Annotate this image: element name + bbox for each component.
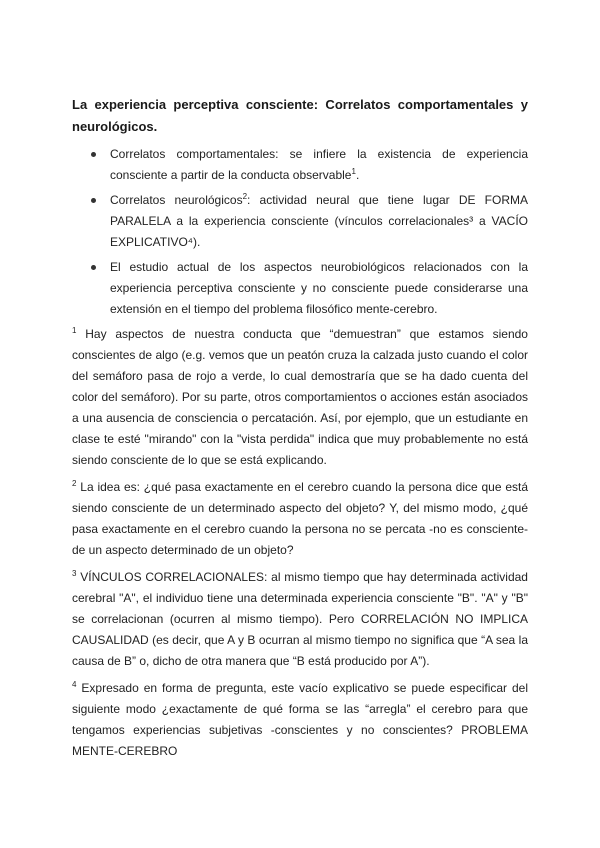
bullet-text: El estudio actual de los aspectos neurobiológicos relacionados con la experiencia perceptiva consciente y no consciente puede considerarse una extensión en el tiempo del problema filosófico mente-cerebro. xyxy=(110,260,528,316)
footnote-2 xyxy=(72,477,528,561)
bullet-item-current-study xyxy=(110,257,528,320)
footnote-mark: 4 xyxy=(72,680,77,689)
footnote-text: Expresado en forma de pregunta, este vacío explicativo se puede especificar del siguiente modo ¿exactamente de qué forma se las “arregla” el cerebro para que tengamos experiencias subjetivas -conscientes y no conscientes? PROBLEMA MENTE-CEREBRO xyxy=(72,681,528,758)
bullet-list xyxy=(72,144,528,320)
footnote-3 xyxy=(72,567,528,672)
bullet-item-behavioral xyxy=(110,144,528,186)
bullet-text: Correlatos neurológicos xyxy=(110,193,243,207)
footnote-1 xyxy=(72,324,528,471)
footnote-ref: 1 xyxy=(351,167,356,176)
footnote-4 xyxy=(72,678,528,762)
footnote-text: VÍNCULOS CORRELACIONALES: al mismo tiempo que hay determinada actividad cerebral "A", el individuo tiene una determinada experiencia consciente "B". "A" y "B" se correlacionan (ocurren al mismo tiempo). Pero CORRELACIÓN NO IMPLICA CAUSALIDAD (es decir, que A y B ocurran al mismo tiempo no significa que “A sea la causa de B” o, dicho de otra manera que “B está producido por A”). xyxy=(72,570,528,668)
footnote-mark: 3 xyxy=(72,569,77,578)
bullet-item-neurological xyxy=(110,190,528,253)
footnote-text: La idea es: ¿qué pasa exactamente en el cerebro cuando la persona dice que está siendo consciente de un determinado aspecto del objeto? Y, del mismo modo, ¿qué pasa exactamente en el cerebro cuando la persona no se percata -no es consciente- de un aspecto determinado de un objeto? xyxy=(72,480,528,557)
section-heading: La experiencia perceptiva consciente: Correlatos comportamentales y neurológicos. xyxy=(72,97,528,134)
bullet-tail: : actividad neural que tiene lugar DE FORMA PARALELA a la experiencia consciente (vínculos correlacionales³ a VACÍO EXPLICATIVO⁴). xyxy=(110,193,528,249)
footnote-ref: 2 xyxy=(242,192,248,201)
footnote-text: Hay aspectos de nuestra conducta que “demuestran” que estamos siendo conscientes de algo (e.g. vemos que un peatón cruza la calzada justo cuando el color del semáforo pasa de rojo a verde, lo cual demostraría que se ha dado cuenta del color del semáforo). Por su parte, otros comportamientos o acciones están asociados a una ausencia de consciencia o percatación. Así, por ejemplo, que un estudiante en clase te esté "mirando" con la "vista perdida" indica que muy probablemente no está siendo consciente de lo que se está explicando. xyxy=(72,327,528,467)
bullet-tail: . xyxy=(355,168,360,182)
footnote-mark: 1 xyxy=(72,326,77,335)
footnote-mark: 2 xyxy=(72,479,77,488)
bullet-text: Correlatos comportamentales: se infiere la existencia de experiencia consciente a partir de la conducta observable xyxy=(110,147,528,182)
